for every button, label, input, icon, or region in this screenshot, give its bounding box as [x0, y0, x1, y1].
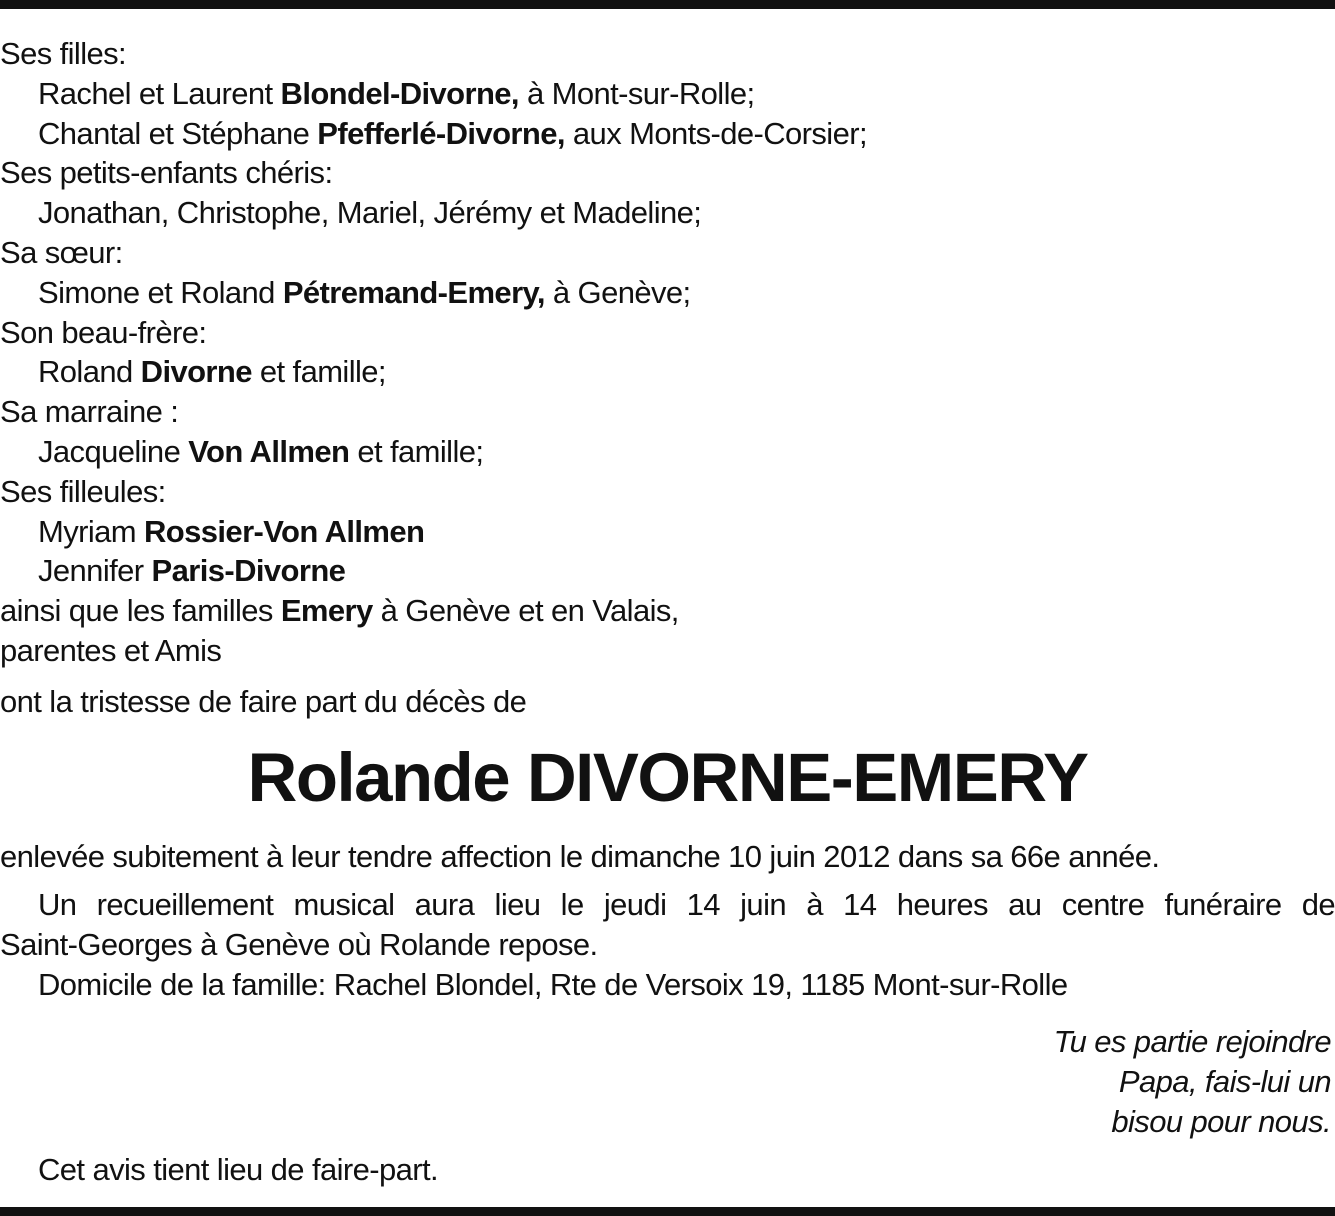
brother-in-law-label: Son beau-frère: [0, 314, 207, 350]
daughter-entry-2: Chantal et Stéphane Pfefferlé-Divorne, aux Monts-de-Corsier; [38, 115, 867, 151]
sister-entry: Simone et Roland Pétremand-Emery, à Genève; [38, 274, 691, 310]
goddaughter-entry-2: Jennifer Paris-Divorne [38, 553, 346, 589]
relatives-line: parentes et Amis [0, 632, 222, 668]
poem [1054, 1022, 1331, 1142]
domicile-line: Domicile de la famille: Rachel Blondel, Rte de Versoix 19, 1185 Mont-sur-Rolle [38, 967, 1068, 1002]
surname: Paris-Divorne [151, 553, 346, 589]
grandchildren-names: Jonathan, Christophe, Mariel, Jérémy et Madeline; [38, 195, 702, 231]
surname: Pétremand-Emery, [282, 274, 545, 310]
surname: Blondel-Divorne, [280, 75, 519, 111]
surname: Rossier-Von Allmen [144, 513, 425, 549]
sister-label: Sa sœur: [0, 234, 123, 270]
family-list [0, 34, 1335, 671]
poem-line-3: bisou pour nous. [1111, 1104, 1331, 1139]
surname: Pfefferlé-Divorne, [317, 115, 565, 151]
godmother-entry: Jacqueline Von Allmen et famille; [38, 433, 484, 469]
daughter-entry-1: Rachel et Laurent Blondel-Divorne, à Mont-sur-Rolle; [38, 75, 755, 111]
bottom-rule [0, 1207, 1335, 1216]
ceremony-line-1: Un recueillement musical aura lieu le jeudi 14 juin à 14 heures au centre funéraire de [38, 887, 1335, 922]
surname: Emery [280, 593, 373, 629]
footer-notice: Cet avis tient lieu de faire-part. [38, 1152, 439, 1187]
daughters-label: Ses filles: [0, 36, 127, 71]
poem-line-1: Tu es partie rejoindre [1053, 1024, 1331, 1059]
poem-line-2: Papa, fais-lui un [1118, 1064, 1331, 1099]
families-line: ainsi que les familles Emery à Genève et en Valais, [0, 593, 679, 629]
announcement-intro: ont la tristesse de faire part du décès de [0, 684, 527, 719]
passing-line: enlevée subitement à leur tendre affection le dimanche 10 juin 2012 dans sa 66e année. [0, 839, 1160, 874]
surname: Divorne [140, 354, 252, 390]
deceased-name: Rolande DIVORNE-EMERY [247, 739, 1088, 816]
grandchildren-label: Ses petits-enfants chéris: [0, 155, 333, 191]
top-rule [0, 0, 1335, 9]
goddaughters-label: Ses filleules: [0, 473, 166, 509]
surname: Von Allmen [188, 433, 350, 469]
goddaughter-entry-1: Myriam Rossier-Von Allmen [38, 513, 425, 549]
ceremony-line-2: Saint-Georges à Genève où Rolande repose. [0, 927, 598, 962]
announcement-body [0, 837, 1335, 1005]
godmother-label: Sa marraine : [0, 394, 179, 430]
brother-in-law-entry: Roland Divorne et famille; [38, 354, 386, 390]
